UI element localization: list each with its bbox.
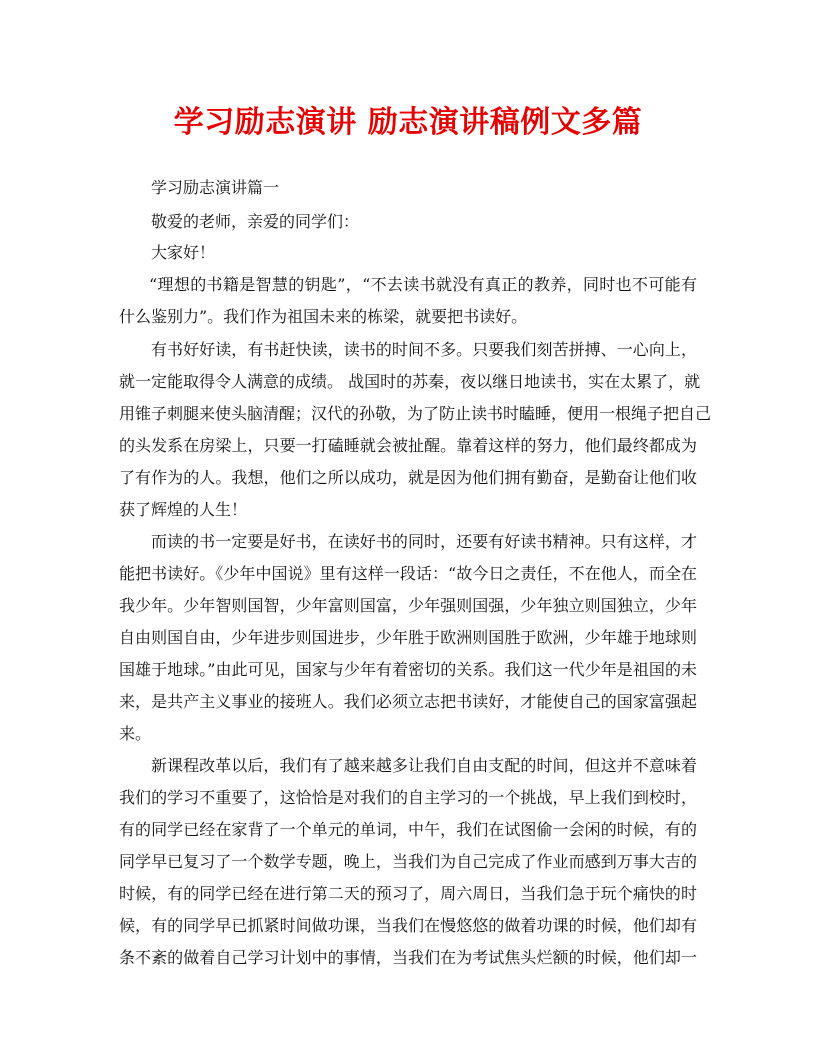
paragraph-2-line-2: 就一定能取得令人满意的成绩。 战国时的苏秦，夜以继日地读书，实在太累了，就 xyxy=(119,372,701,391)
salutation: 敬爱的老师，亲爱的同学们： xyxy=(151,212,360,231)
paragraph-1-line-1: “理想的书籍是智慧的钥匙”，“不去读书就没有真正的教养，同时也不可能有 xyxy=(149,275,697,294)
paragraph-4-line-5: 时候，有的同学已经在进行第二天的预习了，周六周日，当我们急于玩个痛快的时 xyxy=(119,884,697,903)
paragraph-3-line-1: 而读的书一定要是好书，在读好书的同时，还要有好读书精神。只有这样，才 xyxy=(151,532,697,551)
section-heading: 学习励志演讲篇一 xyxy=(151,178,280,197)
paragraph-3-line-4: 自由则国自由，少年进步则国进步，少年胜于欧洲则国胜于欧洲，少年雄于地球则 xyxy=(119,628,697,647)
paragraph-4-line-7: 条不紊的做着自己学习计划中的事情，当我们在为考试焦头烂额的时候，他们却一 xyxy=(119,948,697,967)
paragraph-4-line-1: 新课程改革以后，我们有了越来越多让我们自由支配的时间，但这并不意味着 xyxy=(151,756,697,775)
greeting: 大家好！ xyxy=(151,243,216,262)
paragraph-3-line-5: 国雄于地球。”由此可见，国家与少年有着密切的关系。我们这一代少年是祖国的未 xyxy=(119,660,697,679)
paragraph-4-line-3: 有的同学已经在家背了一个单元的单词，中午，我们在试图偷一会闲的时候，有的 xyxy=(119,820,697,839)
paragraph-4-line-2: 我们的学习不重要了，这恰恰是对我们的自主学习的一个挑战，早上我们到校时， xyxy=(119,788,697,807)
paragraph-2-line-1: 有书好好读，有书赶快读，读书的时间不多。只要我们刻苦拼搏、一心向上， xyxy=(151,340,697,359)
document-title: 学习励志演讲 励志演讲稿例文多篇 xyxy=(173,105,643,140)
paragraph-4-line-4: 同学早已复习了一个数学专题，晚上，当我们为自己完成了作业而感到万事大吉的 xyxy=(119,852,697,871)
paragraph-1-line-2: 什么鉴别力”。我们作为祖国未来的栋梁，就要把书读好。 xyxy=(119,307,528,326)
paragraph-2-line-3: 用锥子刺腿来使头脑清醒；汉代的孙敬，为了防止读书时瞌睡，便用一根绳子把自己 xyxy=(119,404,712,423)
paragraph-3-line-7: 来。 xyxy=(119,724,152,743)
paragraph-4-line-6: 候，有的同学早已抓紧时间做功课，当我们在慢悠悠的做着功课的时候，他们却有 xyxy=(119,916,697,935)
paragraph-2-line-6: 获了辉煌的人生！ xyxy=(119,500,248,519)
paragraph-2-line-4: 的头发系在房梁上，只要一打磕睡就会被扯醒。靠着这样的努力，他们最终都成为 xyxy=(119,436,697,455)
paragraph-3-line-6: 来，是共产主义事业的接班人。我们必须立志把书读好，才能使自己的国家富强起 xyxy=(119,692,697,711)
paragraph-2-line-5: 了有作为的人。我想，他们之所以成功，就是因为他们拥有勤奋，是勤奋让他们收 xyxy=(119,468,697,487)
paragraph-3-line-2: 能把书读好。《少年中国说》里有这样一段话：“故今日之责任，不在他人，而全在 xyxy=(119,564,697,583)
paragraph-3-line-3: 我少年。少年智则国智，少年富则国富，少年强则国强，少年独立则国独立，少年 xyxy=(119,596,697,615)
